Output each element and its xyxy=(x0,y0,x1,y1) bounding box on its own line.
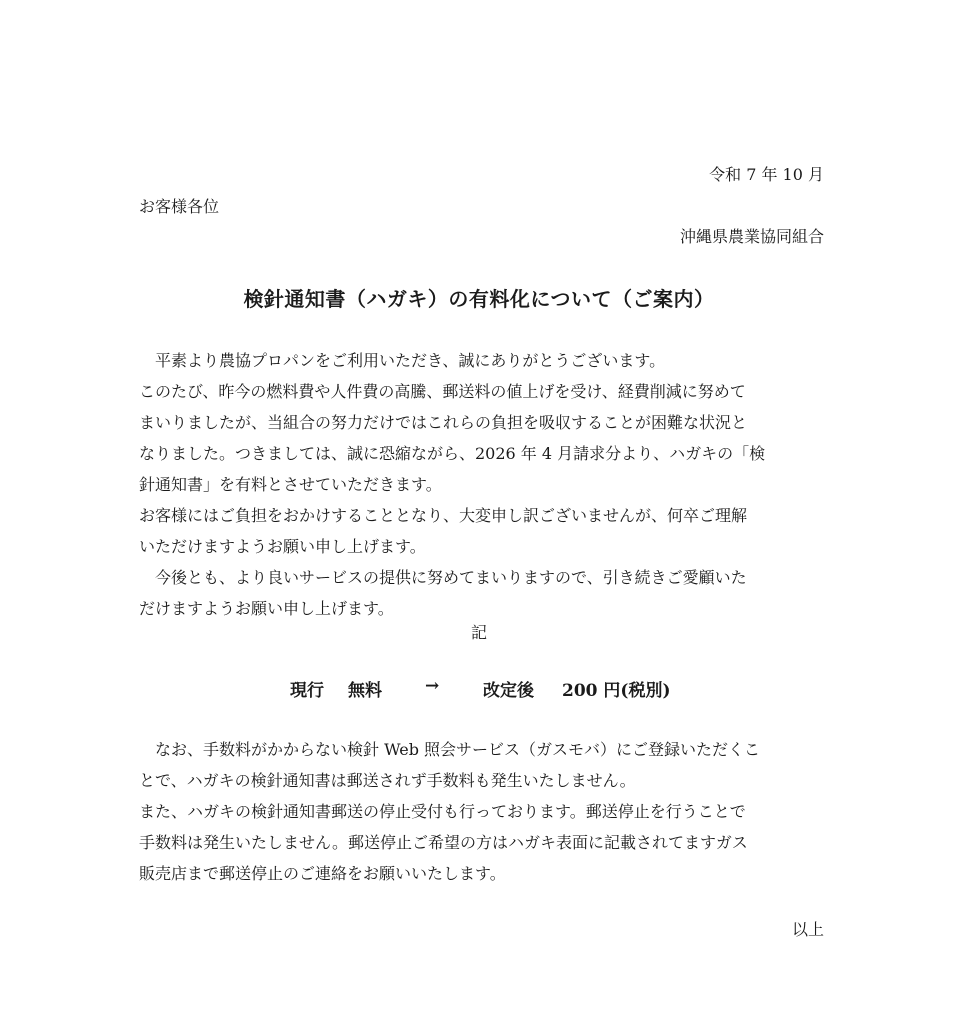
note-line: なお、手数料がかからない検針 Web 照会サービス（ガスモバ）にご登録いただくこ xyxy=(155,740,761,759)
body-line: まいりましたが、当組合の努力だけではこれらの負担を吸収することが困難な状況と xyxy=(139,413,748,432)
note-line: 販売店まで郵送停止のご連絡をお願いいたします。 xyxy=(139,864,506,883)
recipient: お客様各位 xyxy=(139,197,220,216)
body-text xyxy=(139,345,829,624)
body-line: いただけますようお願い申し上げます。 xyxy=(139,537,426,556)
new-label: 改定後 xyxy=(483,681,534,701)
body-line: このたび、昨今の燃料費や人件費の高騰、郵送料の値上げを受け、経費削減に努めて xyxy=(139,382,746,401)
current-value: 無料 xyxy=(348,681,382,701)
note-line: また、ハガキの検針通知書郵送の停止受付も行っております。郵送停止を行うことで xyxy=(139,802,746,821)
body-line: 平素より農協プロパンをご利用いただき、誠にありがとうございます。 xyxy=(155,351,666,370)
current-label: 現行 xyxy=(290,681,324,701)
new-value: 200 円(税別) xyxy=(562,681,671,701)
closing-mark: 以上 xyxy=(791,920,824,939)
note-text xyxy=(139,734,829,889)
arrow-icon: → xyxy=(425,676,440,696)
issue-date: 令和 7 年 10 月 xyxy=(709,165,824,184)
note-line: 手数料は発生いたしません。郵送停止ご希望の方はハガキ表面に記載されてますガス xyxy=(139,833,748,852)
body-line: お客様にはご負担をおかけすることとなり、大変申し訳ございませんが、何卒ご理解 xyxy=(139,506,748,525)
body-line: なりました。つきましては、誠に恐縮ながら、2026 年 4 月請求分より、ハガキの「検 xyxy=(139,444,766,463)
note-line: とで、ハガキの検針通知書は郵送されず手数料も発生いたしません。 xyxy=(139,771,636,790)
ki-marker: 記 xyxy=(470,623,487,642)
body-line: 今後とも、より良いサービスの提供に努めてまいりますので、引き続きご愛顧いた xyxy=(155,568,747,587)
body-line: 針通知書」を有料とさせていただきます。 xyxy=(139,475,442,494)
sender-organization: 沖縄県農業協同組合 xyxy=(679,227,824,246)
document-title: 検針通知書（ハガキ）の有料化について（ご案内） xyxy=(243,287,715,311)
body-line: だけますようお願い申し上げます。 xyxy=(139,599,394,618)
